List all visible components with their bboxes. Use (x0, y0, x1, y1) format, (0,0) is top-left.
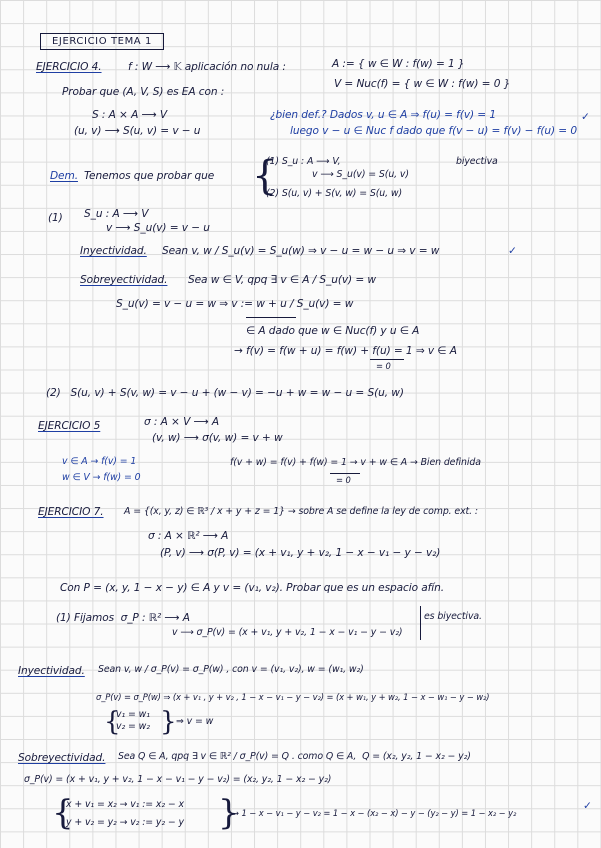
right-brace-icon: } (160, 707, 177, 737)
check-icon: ✓ (583, 800, 592, 812)
ex4-statement: f : W ⟶ 𝕂 aplicación no nula : (128, 61, 286, 73)
left-brace-icon: { (104, 707, 121, 737)
ex4-inj-label: Inyectividad. (80, 245, 147, 257)
underline (370, 359, 404, 360)
ex7-inj-sys2: v₂ = w₂ (116, 721, 150, 732)
ex7-inj-eq: σ_P(v) = σ_P(w) ⇒ (x + v₁ , y + v₂ , 1 − x − v₁ − y − v₂) = (x + w₁, y + w₂, 1 − x − w₁ − y − w₂) (96, 692, 490, 702)
ex4-part2: (2) S(u, v) + S(v, w) = v − u + (w − v) = −u + w = w − u = S(u, w) (46, 387, 404, 399)
vertical-bar (420, 606, 421, 640)
ex7-sob-text: Sea Q ∈ A, qpq ∃ v ∈ ℝ² / σ_P(v) = Q . como Q ∈ A, Q = (x₂, y₂, 1 − x₂ − y₂) (118, 751, 471, 762)
page-title: EJERCICIO TEMA 1 (40, 33, 164, 50)
ex7-sob-label: Sobreyectividad. (18, 752, 106, 764)
ex7-with: Con P = (x, y, 1 − x − y) ∈ A y v = (v₁, v₂). Probar que es un espacio afín. (60, 582, 444, 594)
ex7-sys-result: → 1 − x − v₁ − y − v₂ = 1 − x − (x₂ − x) − y − (y₂ − y) = 1 − x₂ − y₂ (232, 808, 517, 818)
ex4-set-a: A := { w ∈ W : f(w) = 1 } (332, 58, 465, 70)
ex4-welldef-answer: luego v − u ∈ Nuc f dado que f(v − u) = f(v) − f(u) = 0 (290, 125, 577, 137)
ex7-map-def: σ : A × ℝ² ⟶ A (148, 530, 229, 542)
ex7-sys1: x + v₁ = x₂ → v₁ := x₂ − x (66, 799, 184, 810)
ex5-cond1: v ∈ A → f(v) = 1 (62, 456, 137, 467)
ex4-part1-map: S_u : A ⟶ V (84, 208, 149, 220)
ex5-heading: EJERCICIO 5 (38, 420, 101, 432)
ex4-sob-line3: ∈ A dado que w ∈ Nuc(f) y u ∈ A (246, 325, 420, 337)
left-brace-icon: { (52, 793, 74, 833)
underline (330, 473, 360, 474)
underbrace (246, 317, 296, 318)
ex7-sys2: y + v₂ = y₂ → v₂ := y₂ − y (66, 817, 184, 828)
ex7-set-def: A = {(x, y, z) ∈ ℝ³ / x + y + z = 1} → sobre A se define la ley de comp. ext. : (124, 506, 478, 517)
ex7-fix-map: (1) Fijamos σ_P : ℝ² ⟶ A (56, 612, 190, 624)
ex4-sob-line4: → f(v) = f(w + u) = f(w) + f(u) = 1 ⇒ v ∈ A (234, 345, 457, 357)
ex7-inj-result: ⇒ v = w (176, 716, 214, 727)
ex4-zero-note: = 0 (376, 361, 391, 371)
ex4-sob-label: Sobreyectividad. (80, 274, 168, 286)
ex4-prove: Probar que (A, V, S) es EA con : (62, 86, 225, 98)
ex4-dem-label: Dem. (50, 170, 78, 182)
ex4-dem-text: Tenemos que probar que (84, 170, 215, 182)
ex4-set-v: V = Nuc(f) = { w ∈ W : f(w) = 0 } (334, 78, 511, 90)
ex4-part1-label: (1) (48, 212, 63, 224)
ex4-part1-rule: v ⟶ S_u(v) = v − u (106, 222, 210, 234)
ex7-heading: EJERCICIO 7. (38, 506, 104, 518)
ex5-result: f(v + w) = f(v) + f(w) = 1 → v + w ∈ A → Bien definida (230, 457, 481, 468)
ex5-cond2: w ∈ V → f(w) = 0 (62, 472, 141, 483)
ex4-map-def: S : A × A ⟶ V (92, 109, 168, 121)
right-brace-icon: } (218, 793, 240, 833)
ex7-fix-rule: v ⟶ σ_P(v) = (x + v₁, y + v₂, 1 − x − v₁ − y − v₂) (172, 627, 403, 638)
ex5-map-rule: (v, w) ⟶ σ(v, w) = v + w (152, 432, 283, 444)
ex4-sob-line2: S_u(v) = v − u = w ⇒ v := w + u / S_u(v) = w (116, 298, 354, 310)
check-icon: ✓ (508, 245, 517, 257)
ex4-heading: EJERCICIO 4. (36, 61, 102, 73)
ex7-sob-eq: σ_P(v) = (x + v₁, y + v₂, 1 − x − v₁ − y − v₂) = (x₂, y₂, 1 − x₂ − y₂) (24, 774, 332, 785)
ex4-cond2: (2) S(u, v) + S(v, w) = S(u, w) (266, 188, 403, 199)
ex7-fix-note: es biyectiva. (424, 611, 482, 622)
ex4-map-rule: (u, v) ⟶ S(u, v) = v − u (74, 125, 201, 137)
ex7-map-rule: (P, v) ⟶ σ(P, v) = (x + v₁, y + v₂, 1 − x − v₁ − y − v₂) (160, 547, 441, 559)
ex5-zero-note: = 0 (336, 475, 351, 485)
ex4-cond1-map: (1) S_u : A ⟶ V, (266, 156, 341, 167)
ex4-welldef-question: ¿bien def.? Dados v, u ∈ A ⇒ f(u) = f(v) = 1 (270, 109, 496, 121)
ex7-inj-text: Sean v, w / σ_P(v) = σ_P(w) , con v = (v₁, v₂), w = (w₁, w₂) (98, 664, 364, 675)
check-icon: ✓ (581, 111, 590, 123)
ex4-sob-text: Sea w ∈ V, qpq ∃ v ∈ A / S_u(v) = w (188, 274, 376, 286)
ex5-map-def: σ : A × V ⟶ A (144, 416, 219, 428)
ex4-inj-text: Sean v, w / S_u(v) = S_u(w) ⇒ v − u = w − u ⇒ v = w (162, 245, 440, 257)
ex7-inj-sys1: v₁ = w₁ (116, 709, 150, 720)
left-brace-icon: { (252, 153, 278, 199)
ex4-biyectiva: biyectiva (456, 156, 498, 167)
ex4-cond1-rule: v ⟶ S_u(v) = S(u, v) (312, 169, 409, 180)
ex7-inj-label: Inyectividad. (18, 665, 85, 677)
